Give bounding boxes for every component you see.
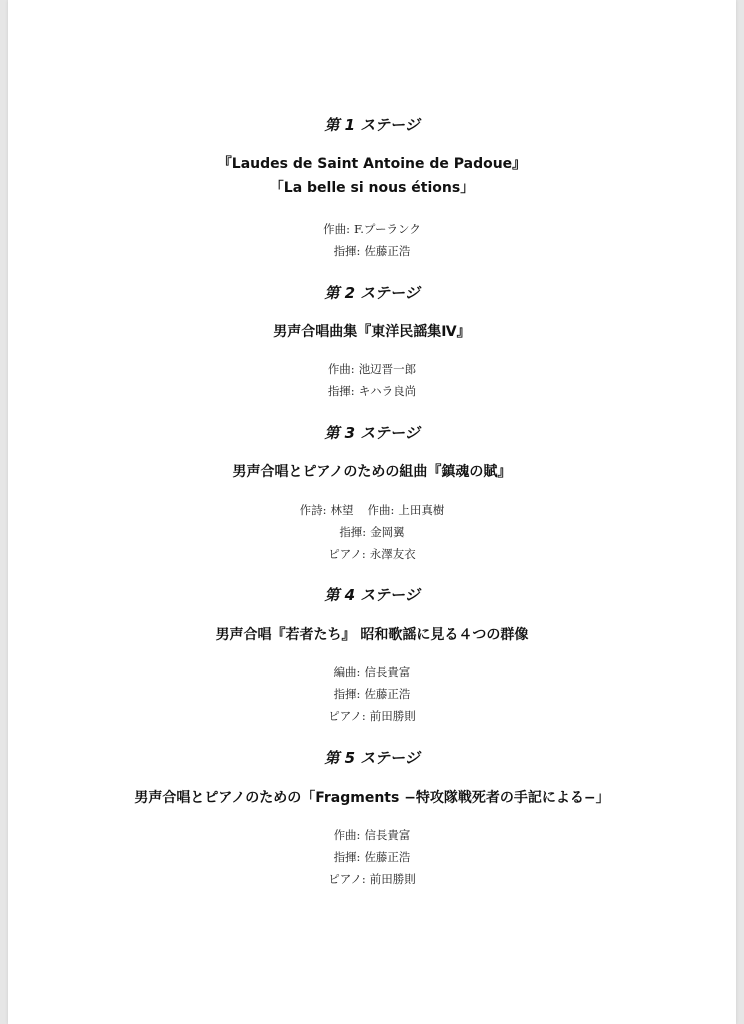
stage-5-credit-piano [8, 871, 736, 887]
stage-1-title-2: 「La belle si nous étions」 [269, 180, 475, 196]
credit-name: 佐藤正浩 [364, 244, 411, 258]
credit-name: 信長貴富 [364, 828, 411, 842]
credit-name: 佐藤正浩 [364, 850, 411, 864]
stage-3-credit-lyricist-composer [8, 502, 736, 518]
stage-4-heading: 第 4 ステージ [324, 586, 420, 604]
credit-name: 前田勝則 [369, 872, 416, 886]
credit-name: キハラ良尚 [358, 384, 417, 398]
stage-2-heading: 第 2 ステージ [324, 284, 420, 302]
credit-role: 指揮: [339, 525, 367, 539]
credit-name-2: 上田真樹 [398, 503, 445, 517]
stage-5-credit-conductor [8, 849, 736, 865]
stage-4-credit-arranger [8, 664, 736, 680]
credit-name: F.プーランク [354, 222, 421, 236]
credit-role: 作曲: [333, 828, 361, 842]
credit-name: 林望 [330, 503, 354, 517]
credit-role: 作曲: [323, 222, 351, 236]
credit-role: 編曲: [333, 665, 361, 679]
stage-5-credit-composer [8, 827, 736, 843]
stage-2-title: 男声合唱曲集『東洋民謡集Ⅳ』 [273, 324, 471, 340]
stage-3-heading: 第 3 ステージ [324, 424, 420, 442]
credit-role: ピアノ: [328, 547, 366, 561]
stage-3-title: 男声合唱とピアノのための組曲『鎮魂の賦』 [232, 464, 512, 480]
credit-name: 永澤友衣 [369, 547, 416, 561]
credit-role: ピアノ: [328, 709, 366, 723]
credit-name: 池辺晋一郎 [358, 362, 417, 376]
credit-role: 指揮: [333, 244, 361, 258]
stage-2-credit-conductor [8, 383, 736, 399]
credit-name: 佐藤正浩 [364, 687, 411, 701]
program-page [8, 0, 736, 1024]
credit-name: 前田勝則 [369, 709, 416, 723]
credit-role: 指揮: [327, 384, 355, 398]
credit-role: ピアノ: [328, 872, 366, 886]
stage-4-credit-conductor [8, 686, 736, 702]
credit-role: 作曲: [327, 362, 355, 376]
stage-1-title-1: 『Laudes de Saint Antoine de Padoue』 [217, 156, 527, 172]
credit-role: 作詩: [299, 503, 327, 517]
stage-1-heading: 第 1 ステージ [324, 116, 420, 134]
stage-4-credit-piano [8, 708, 736, 724]
credit-name: 金岡翼 [370, 525, 405, 539]
credit-role: 指揮: [333, 850, 361, 864]
stage-4-title: 男声合唱『若者たち』 昭和歌謡に見る４つの群像 [215, 627, 529, 643]
stage-2-credit-composer [8, 361, 736, 377]
stage-3-credit-conductor [8, 524, 736, 540]
credit-role: 指揮: [333, 687, 361, 701]
stage-5-heading: 第 5 ステージ [324, 749, 420, 767]
stage-3-credit-piano [8, 546, 736, 562]
stage-1-credit-conductor [8, 243, 736, 259]
credit-name: 信長貴富 [364, 665, 411, 679]
stage-1-credit-composer [8, 221, 736, 237]
credit-role-2: 作曲: [367, 503, 395, 517]
stage-5-title: 男声合唱とピアノのための「Fragments −特攻隊戦死者の手記による−」 [134, 790, 610, 806]
